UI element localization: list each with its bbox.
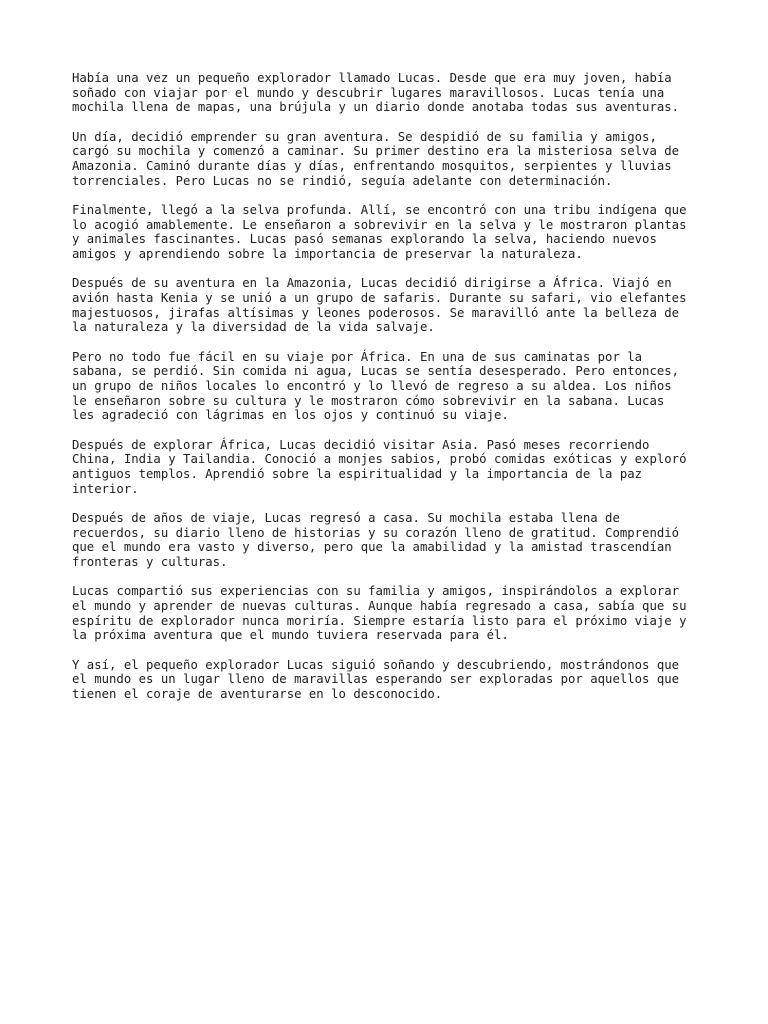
text-line: el mundo y aprender de nuevas culturas. Aunque había regresado a casa, sabía que su [72,598,687,613]
paragraph [72,658,702,702]
text-line: Después de su aventura en la Amazonia, Lucas decidió dirigirse a África. Viajó en [72,276,672,291]
text-line: Y así, el pequeño explorador Lucas siguió soñando y descubriendo, mostrándonos que [72,657,680,672]
text-line: fronteras y culturas. [72,554,228,569]
paragraph [72,438,702,497]
text-line: el mundo es un lugar lleno de maravillas esperando ser exploradas por aquellos que [72,672,680,687]
text-line: Después de años de viaje, Lucas regresó a casa. Su mochila estaba llena de [72,510,620,525]
text-line: mochila llena de mapas, una brújula y un diario donde anotaba todas sus aventuras. [72,100,680,115]
text-line: cargó su mochila y comenzó a caminar. Su primer destino era la misteriosa selva de [72,144,680,159]
text-line: que el mundo era vasto y diverso, pero que la amabilidad y la amistad trascendían [72,540,672,555]
text-line: Después de explorar África, Lucas decidió visitar Asia. Pasó meses recorriendo [72,437,650,452]
paragraph [72,276,702,335]
text-line: les agradeció con lágrimas en los ojos y continuó su viaje. [72,408,509,423]
text-line: Pero no todo fue fácil en su viaje por África. En una de sus caminatas por la [72,349,643,364]
text-line: la naturaleza y la diversidad de la vida salvaje. [72,320,435,335]
text-line: le enseñaron sobre su cultura y le mostraron cómo sobrevivir en la sabana. Lucas [72,393,665,408]
text-line: Amazonia. Caminó durante días y días, enfrentando mosquitos, serpientes y lluvias [72,159,672,174]
text-line: tienen el coraje de aventurarse en lo desconocido. [72,686,443,701]
text-line: Había una vez un pequeño explorador llamado Lucas. Desde que era muy joven, había [72,71,672,85]
text-line: avión hasta Kenia y se unió a un grupo de safaris. Durante su safari, vio elefantes [72,290,687,305]
text-line: espíritu de explorador nunca moriría. Siempre estaría listo para el próximo viaje y [72,613,687,628]
paragraph [72,350,702,424]
text-line: un grupo de niños locales lo encontró y lo llevó de regreso a su aldea. Los niños [72,378,672,393]
text-line: China, India y Tailandia. Conoció a monjes sabios, probó comidas exóticas y exploró [72,452,687,467]
text-line: interior. [72,481,139,496]
paragraph [72,71,702,115]
text-line: Un día, decidió emprender su gran aventura. Se despidió de su familia y amigos, [72,129,657,144]
document-body [72,71,702,716]
text-line: y animales fascinantes. Lucas pasó semanas explorando la selva, haciendo nuevos [72,232,657,247]
paragraph [72,511,702,570]
text-line: Finalmente, llegó a la selva profunda. Allí, se encontró con una tribu indígena que [72,202,687,217]
text-line: torrenciales. Pero Lucas no se rindió, seguía adelante con determinación. [72,173,613,188]
paragraph [72,203,702,262]
text-line: majestuosos, jirafas altísimas y leones poderosos. Se maravilló ante la belleza de [72,305,680,320]
text-line: recuerdos, su diario lleno de historias y su corazón lleno de gratitud. Comprendió [72,525,680,540]
paragraph [72,584,702,643]
text-line: amigos y aprendiendo sobre la importancia de preservar la naturaleza. [72,247,583,262]
paragraph [72,130,702,189]
text-line: lo acogió amablemente. Le enseñaron a sobrevivir en la selva y le mostraron plantas [72,217,687,232]
text-line: Lucas compartió sus experiencias con su familia y amigos, inspirándolos a explorar [72,584,680,599]
text-line: sabana, se perdió. Sin comida ni agua, Lucas se sentía desesperado. Pero entonces, [72,364,680,379]
text-line: antiguos templos. Aprendió sobre la espiritualidad y la importancia de la paz [72,466,643,481]
text-line: soñado con viajar por el mundo y descubrir lugares maravillosos. Lucas tenía una [72,85,665,100]
text-line: la próxima aventura que el mundo tuviera reservada para él. [72,628,509,643]
